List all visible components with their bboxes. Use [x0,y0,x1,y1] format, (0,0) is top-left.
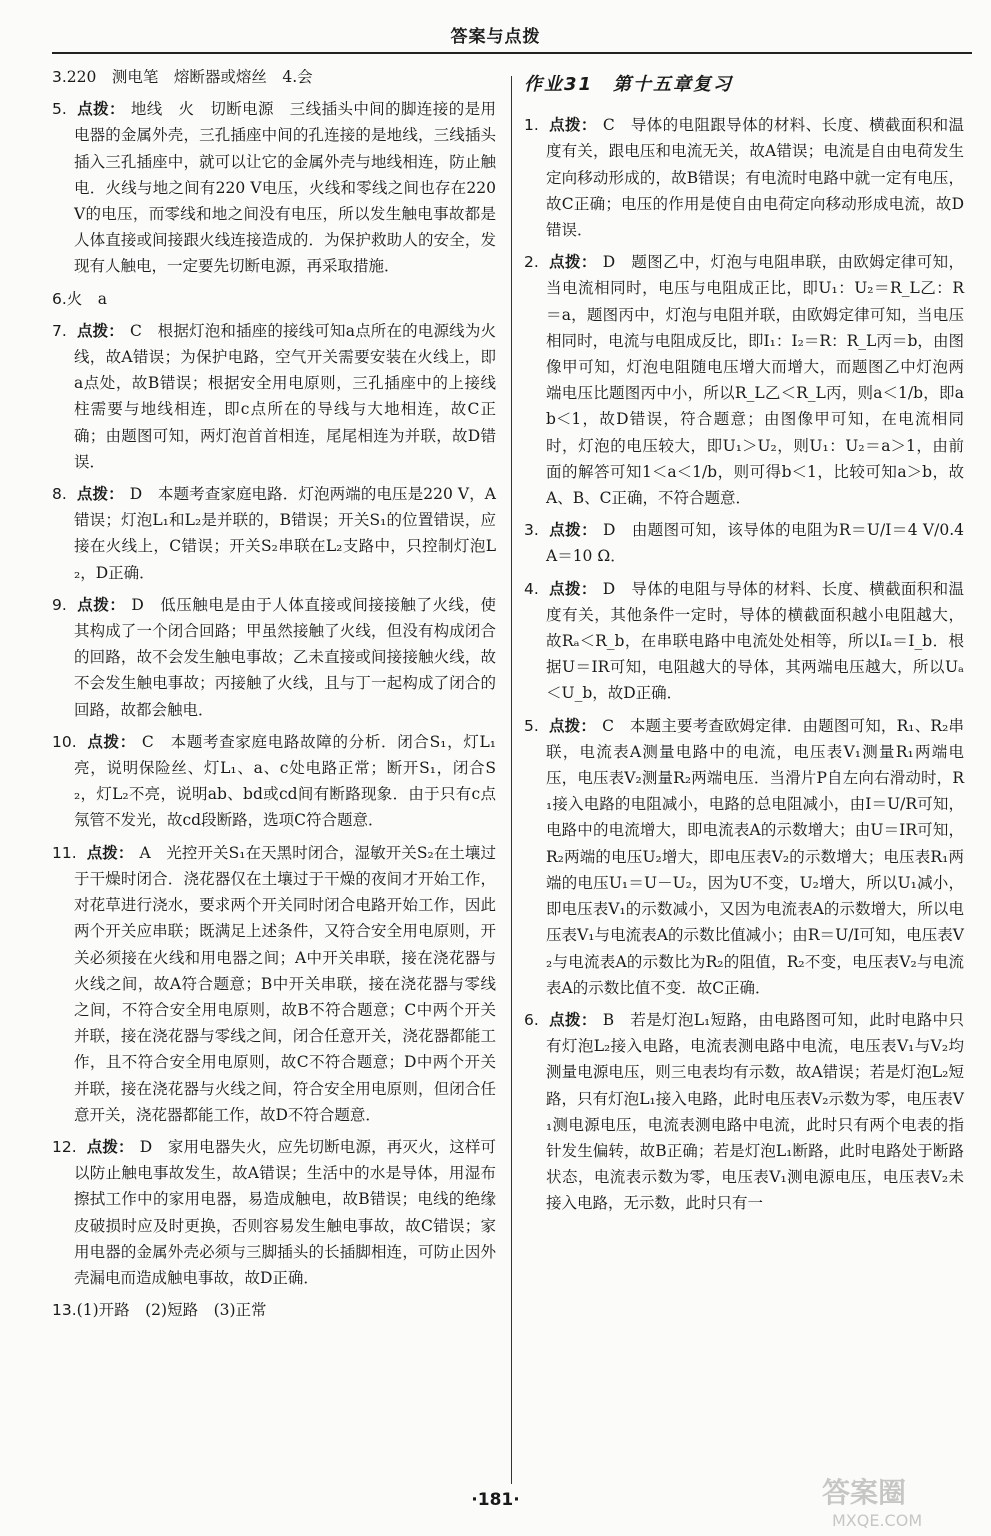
answer-entry [52,729,496,834]
answer-entry [524,576,964,707]
answer-number: 4. [524,579,539,598]
right-entries [524,112,964,1216]
answer-text: D 低压触电是由于人体直接或间接接触了火线，使其构成了一个闭合回路；甲虽然接触了火线，但没有构成闭合的回路，故不会发生触电事故；乙未直接或间接接触火线，故不会发生触电事故；丙接触了火线，且与丁一起构成了闭合的回路，故都会触电． [74,595,496,719]
answer-entry [52,840,496,1128]
answer-entry [52,592,496,723]
answer-text: D 家用电器失火，应先切断电源，再灭火，这样可以防止触电事故发生，故A错误；生活中的水是导体，用湿布擦拭工作中的家用电器，易造成触电，故B错误；电线的绝缘皮破损时应及时更换，否则容易发生触电事故，故C错误；家用电器的金属外壳必须与三脚插头的长插脚相连，可防止因外壳漏电而造成触电事故，故D正确． [74,1137,496,1287]
answer-entry [524,249,964,511]
answer-number: 2. [524,253,539,272]
answer-number: 13. [52,1301,77,1320]
hint-label: 点拨： [548,716,597,735]
hint-label: 点拨： [76,321,124,340]
answer-text: 火 a [66,289,108,308]
answer-text: A 光控开关S₁在天黑时闭合，湿敏开关S₂在土壤过于干燥时闭合．浇花器仅在土壤过于干燥的夜间才开始工作，对花草进行浇水，要求两个开关同时闭合电路开始工作，因此两个开关应串联；既满足上述条件，又符合安全用电原则，开关必须接在火线和用电器之间；A中开关串联，接在浇花器与火线之间，故A符合题意；B中开关串联，接在浇花器与零线之间，不符合安全用电原则，故B不符合题意；C中两个开关并联，接在浇花器与零线之间，闭合任意开关，浇花器都能工作，且不符合安全用电原则，故C不符合题意；D中两个开关并联，接在浇花器与火线之间，符合安全用电原则，但闭合任意开关，浇花器都能工作，故D不符合题意． [74,843,496,1124]
answer-text: D 本题考查家庭电路．灯泡两端的电压是220 V，A错误；灯泡L₁和L₂是并联的，B错误；开关S₁的位置错误，应接在火线上，C错误；开关S₂串联在L₂支路中，只控制灯泡L₂，D正确． [74,485,496,582]
page-number: ·181· [471,1490,520,1510]
hint-label: 点拨： [76,100,125,119]
answer-number: 5. [52,100,67,119]
answer-text: C 根据灯泡和插座的接线可知a点所在的电源线为火线，故A错误；为保护电路，空气开关需要安装在火线上，即a点处，故B错误；根据安全用电原则，三孔插座中的上接线柱需要与地线相连，即c点所在的导线与大地相连，故C正确；由题图可知，两灯泡首首相连，尾尾相连为并联，故D错误． [74,321,496,471]
answer-entry [52,64,496,90]
right-column [524,64,964,1223]
answer-number: 5. [524,716,539,735]
answer-text: C 本题主要考查欧姆定律．由题图可知，R₁、R₂串联，电流表A测量电路中的电流，电压表V₁测量R₁两端电压，电压表V₂测量R₂两端电压．当滑片P自左向右滑动时，R₁接入电路的电阻减小，电路的总电阻减小，由I＝U/R可知，电路中的电流增大，即电流表A的示数增大；由U＝IR可知，R₂两端的电压U₂增大，即电压表V₂的示数增大；电压表R₁两端的电压U₁＝U－U₂，因为U不变，U₂增大，所以U₁减小，即电压表V₁的示数减小，又因为电流表A的示数增大，所以电压表V₁与电流表A的示数比值减小；由R＝U/I可知，电压表V₂与电流表A的示数比为R₂的阻值，R₂不变，电压表V₂与电流表A的示数比值不变．故C正确． [546,716,964,997]
answer-number: 3. [524,521,539,540]
answer-text: (1)开路 (2)短路 (3)正常 [76,1301,267,1320]
answer-entry [524,112,964,243]
answer-entry [52,318,496,475]
left-column [52,64,496,1329]
answer-entry [52,1297,496,1323]
answer-text: 地线 火 切断电源 三线插头中间的脚连接的是用电器的金属外壳，三孔插座中间的孔连接的是地线，三线插头插入三孔插座中，就可以让它的金属外壳与地线相连，防止触电．火线与地之间有220 V电压，火线和零线之间也存在220 V的电压，而零线和地之间没有电压，所以发生触电事故都是人体直接或间接跟火线连接造成的．为保护救助人的安全，发现有人触电，一定要先切断电源，再采取措施． [74,100,496,276]
column-divider [511,76,512,1484]
hint-label: 点拨： [86,843,134,862]
answer-number: 11. [52,843,77,862]
answer-entry [524,713,964,1001]
hint-label: 点拨： [548,116,597,135]
answer-entry [52,96,496,279]
hint-label: 点拨： [548,521,598,540]
answer-number: 7. [52,321,67,340]
answer-text: D 由题图可知，该导体的电阻为R＝U/I＝4 V/0.4 A＝10 Ω． [546,521,964,566]
watermark-text: 答案圈 [822,1476,907,1509]
hint-label: 点拨： [548,253,597,272]
answer-text: C 导体的电阻跟导体的材料、长度、横截面积和温度有关，跟电压和电流无关，故A错误；电流是自由电荷发生定向移动形成的，故B错误；有电流时电路中就一定有电压，故C正确；电压的作用是使自由电荷定向移动形成电流，故D错误． [546,116,964,240]
answer-text: C 本题考查家庭电路故障的分析．闭合S₁，灯L₁亮，说明保险丝、灯L₁、a、c处电路正常；断开S₁，闭合S₂，灯L₂不亮，说明ab、bd或cd间有断路现象．由于只有c点氖管不发光，故cd段断路，选项C符合题意． [74,732,496,830]
answer-number: 6. [524,1010,539,1029]
answer-entry [52,286,496,312]
watermark-url: MXQE.COM [832,1511,923,1530]
answer-number: 10. [52,732,77,751]
hint-label: 点拨： [548,579,597,598]
answer-entry [524,517,964,569]
answer-number: 6. [52,289,67,308]
answer-number: 9. [52,595,67,614]
answer-text: D 导体的电阻与导体的材料、长度、横截面积和温度有关，其他条件一定时，导体的横截面积越小电阻越大，故Rₐ＜R_b，在串联电路中电流处处相等，所以Iₐ＝I_b．根据U＝IR可知，电阻越大的导体，其两端电压越大，所以Uₐ＜U_b，故D正确． [546,579,964,703]
answer-number: 3. [52,68,67,86]
watermark-logo [812,1470,982,1530]
header-rule [52,52,972,54]
hint-label: 点拨： [548,1010,597,1029]
hint-label: 点拨： [76,485,124,504]
section-title: 作业31 第十五章复习 [524,74,734,95]
running-header: 答案与点拨 [450,27,541,47]
answer-text: D 题图乙中，灯泡与电阻串联，由欧姆定律可知，当电流相同时，电压与电阻成正比，即U₁：U₂＝R_L乙：R＝a，题图丙中，灯泡与电阻并联，由欧姆定律可知，当电压相同时，电流与电阻成反比，即I₁：I₂＝R：R_L丙＝b，由图像甲可知，灯泡电阻随电压增大而增大，而题图乙中灯泡两端电压比题图丙中小，所以R_L乙＜R_L丙，则a＜1/b，即ab＜1，故D错误，符合题意；由图像甲可知，在电流相同时，灯泡的电压较大，即U₁＞U₂，则U₁：U₂＝a＞1，由前面的解答可知1＜a＜1/b，则可得b＜1，比较可知a＞b，故A、B、C正确，不符合题意． [546,253,964,508]
answer-entry [524,1007,964,1217]
answer-number: 12. [52,1137,77,1156]
hint-label: 点拨： [76,595,126,614]
hint-label: 点拨： [86,732,136,751]
hint-label: 点拨： [86,1137,134,1156]
answer-number: 1. [524,116,539,135]
answer-entry [52,481,496,586]
answer-text: 220 测电笔 熔断器或熔丝 4.会 [66,68,313,86]
answer-entry [52,1134,496,1291]
answer-text: B 若是灯泡L₁短路，由电路图可知，此时电路中只有灯泡L₂接入电路，电流表测电路中电流，电压表V₁与V₂均测量电源电压，则三电表均有示数，故A错误；若是灯泡L₂短路，只有灯泡L₁接入电路，此时电压表V₂示数为零，电压表V₁测电源电压，电流表测电路中电流，此时只有两个电表的指针发生偏转，故B正确；若是灯泡L₁断路，此时电路处于断路状态，电流表示数为零，电压表V₁测电源电压，电压表V₂未接入电路，无示数，此时只有一 [546,1010,964,1213]
answer-number: 8. [52,485,67,504]
